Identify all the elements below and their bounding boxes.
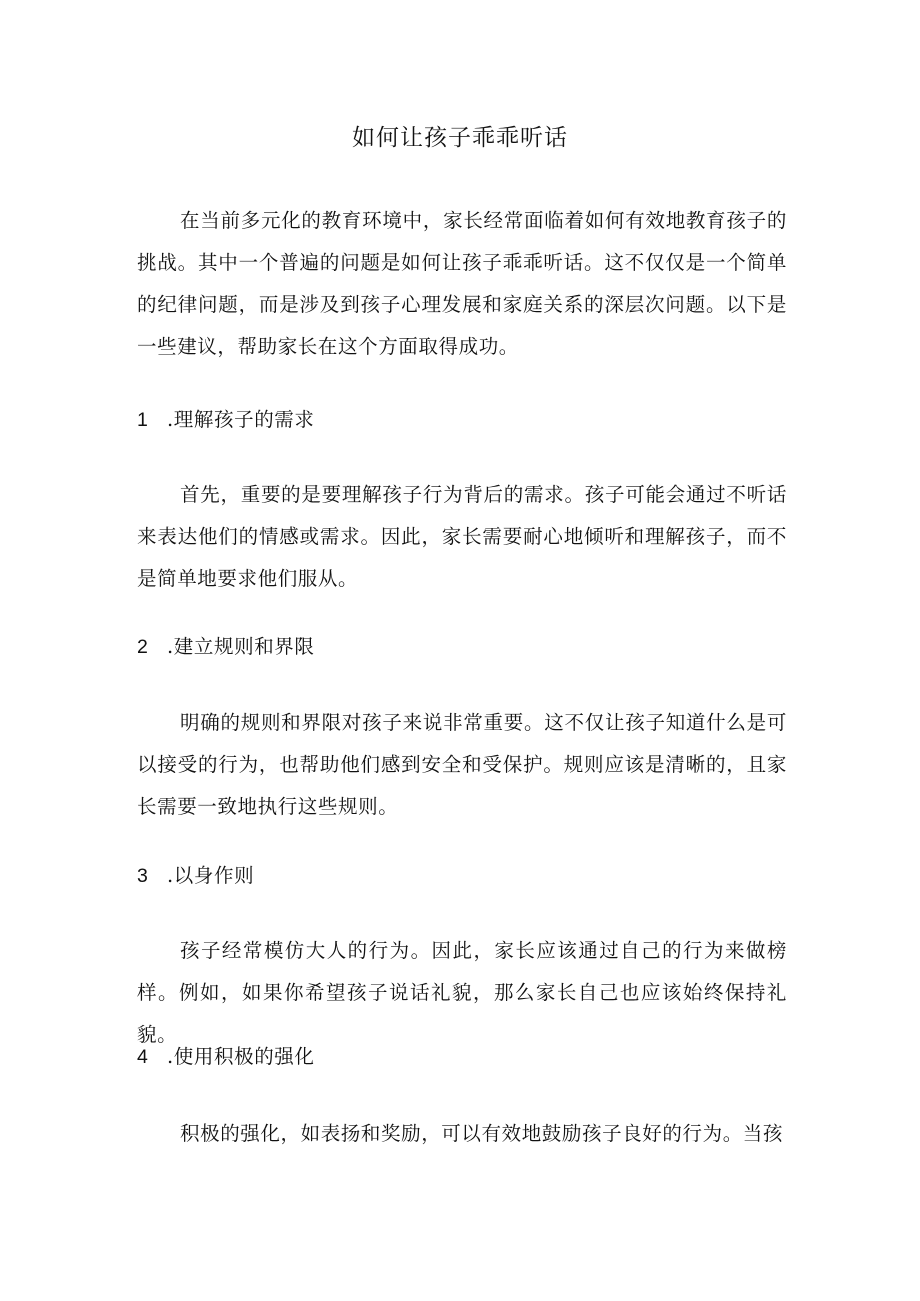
section-heading-3	[137, 861, 254, 891]
section-heading-text: .以身作则	[167, 864, 255, 887]
section-heading-text: .建立规则和界限	[167, 635, 315, 658]
section-number: 2	[137, 636, 149, 658]
section-body-1: 首先，重要的是要理解孩子行为背后的需求。孩子可能会通过不听话来表达他们的情感或需求。因此，家长需要耐心地倾听和理解孩子，而不是简单地要求他们服从。	[137, 483, 787, 590]
section-heading-2	[137, 632, 315, 662]
section-number: 3	[137, 865, 149, 887]
section-heading-text: .理解孩子的需求	[167, 408, 315, 431]
section-heading-text: .使用积极的强化	[167, 1045, 315, 1068]
section-heading-4	[137, 1042, 315, 1072]
page-title: 如何让孩子乖乖听话	[352, 125, 568, 151]
section-body-2: 明确的规则和界限对孩子来说非常重要。这不仅让孩子知道什么是可以接受的行为，也帮助他们感到安全和受保护。规则应该是清晰的，且家长需要一致地执行这些规则。	[137, 711, 787, 818]
section-number: 1	[137, 409, 149, 431]
section-body-3: 孩子经常模仿大人的行为。因此，家长应该通过自己的行为来做榜样。例如，如果你希望孩子说话礼貌，那么家长自己也应该始终保持礼貌。	[137, 939, 787, 1046]
section-heading-1	[137, 405, 315, 435]
section-body-4: 积极的强化，如表扬和奖励，可以有效地鼓励孩子良好的行为。当孩	[180, 1122, 784, 1145]
section-number: 4	[137, 1046, 149, 1068]
intro-paragraph: 在当前多元化的教育环境中，家长经常面临着如何有效地教育孩子的挑战。其中一个普遍的问题是如何让孩子乖乖听话。这不仅仅是一个简单的纪律问题，而是涉及到孩子心理发展和家庭关系的深层次问题。以下是一些建议，帮助家长在这个方面取得成功。	[137, 209, 787, 358]
